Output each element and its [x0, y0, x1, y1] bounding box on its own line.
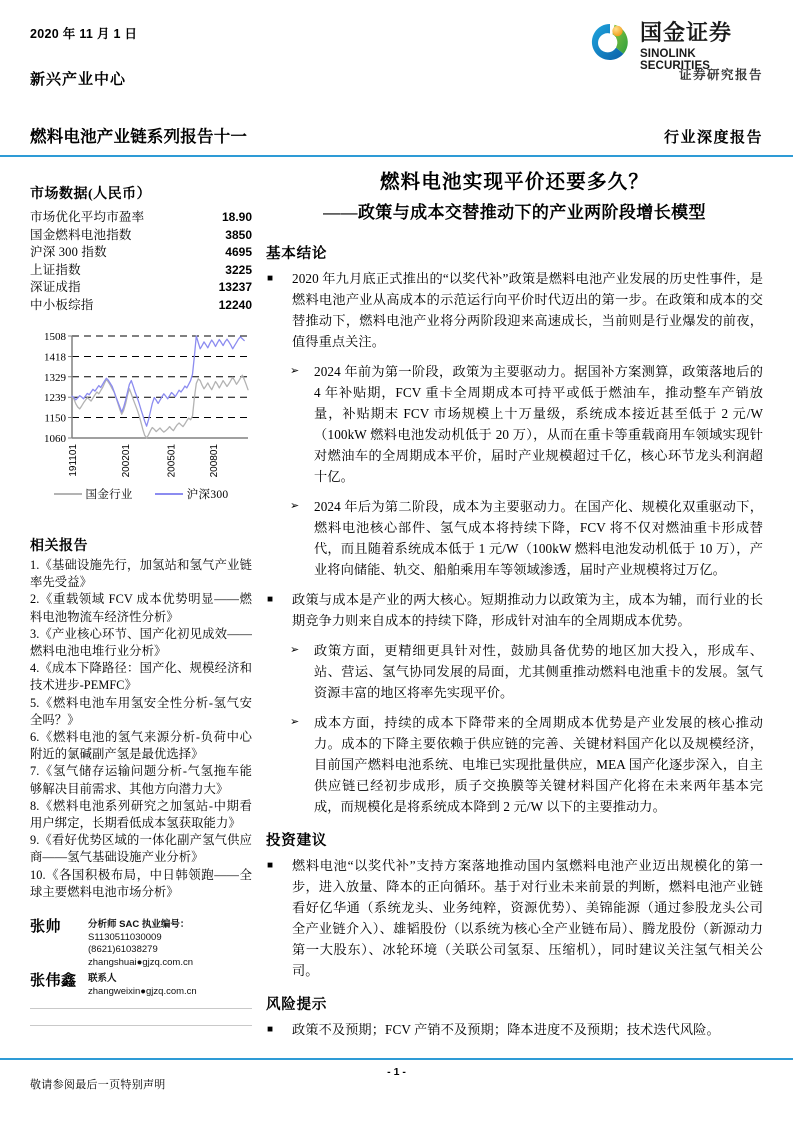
bullet-item — [266, 1019, 763, 1040]
section-heading: 风险提示 — [266, 997, 328, 1013]
section-investment-advice — [266, 829, 763, 981]
bullet-text: 政策方面，更精细更具针对性，鼓励具备优势的地区加大投入，形成车、站、营运、氢气协同发展的局面，尤其侧重推动燃料电池重卡的发展。氢气资源丰富的地区将率先实现平价。 — [314, 643, 763, 700]
bullet-text: 成本方面，持续的成本下降带来的全周期成本优势是产业发展的核心推动力。成本的下降主要依赖于供应链的完善、关键材料国产化以及规模经济，目前国产燃料电池系统、电堆已实现批量供应，MEA 国产化逐步深入，自主供应链已经初步成形，质子交换膜等关键材料国产化将在未来两年基本完成，而规模化是将系统成本降到 2 元/W 以下的主要推动力。 — [314, 715, 763, 814]
table-row — [30, 244, 252, 262]
market-data-heading: 市场数据(人民币） — [30, 187, 152, 202]
page-title: 燃料电池实现平价还要多久？ — [379, 172, 650, 193]
related-reports-heading: 相关报告 — [30, 539, 88, 554]
legend-item — [54, 486, 133, 502]
legend-swatch — [155, 493, 183, 495]
sinolink-logo-icon — [590, 22, 630, 62]
section-heading: 投资建议 — [266, 833, 328, 849]
list-item[interactable]: 2.《重载领域 FCV 成本优势明显——燃料电池物流车经济性分析》 — [30, 592, 252, 624]
list-item[interactable]: 9.《看好优势区域的一体化副产氢气供应商——氢气基础设施产业分析》 — [30, 833, 252, 865]
bullet-text: 政策与成本是产业的两大核心。短期推动力以政策为主，成本为辅，而行业的长期竞争力则来自成本的持续下降，形成针对油车的全周期成本优势。 — [292, 592, 763, 628]
list-item[interactable]: 8.《燃料电池系列研究之加氢站-中期看用户绑定，长期看低成本氢获取能力》 — [30, 798, 252, 831]
svg-text:1508: 1508 — [44, 331, 66, 343]
bullet-marker: ➢ — [290, 716, 300, 728]
table-row — [30, 279, 252, 297]
bullet-text: 2024 年后为第二阶段，成本为主要驱动力。在国产化、规模化双重驱动下，燃料电池核心部件、氢气成本将持续下降，FCV 将不仅对燃油重卡形成替代，而且随着系统成本低于 1 元/W（100kW 燃料电池发动机低于 10 万），产业将向储能、轨交、船舶乘用车等领域渗透，届时产业规模将过万亿。 — [314, 499, 763, 577]
index-performance-chart — [30, 328, 252, 513]
analyst-role-line — [88, 919, 252, 944]
bullet-item — [266, 589, 763, 631]
footer-disclaimer: 敬请参阅最后一页特别声明 — [30, 1079, 166, 1091]
section-basic-conclusion — [266, 242, 763, 817]
list-item[interactable]: 1.《基础设施先行，加氢站和氢气产业链率先受益》 — [30, 558, 252, 590]
bullet-item — [266, 496, 763, 580]
page-subtitle: ——政策与成本交替推动下的产业两阶段增长模型 — [323, 203, 706, 222]
related-reports — [30, 535, 252, 901]
analyst-entry — [30, 973, 252, 998]
market-data-value: 18.90 — [221, 210, 252, 224]
divider — [30, 1025, 252, 1026]
logo-tagline: 证券研究报告 — [678, 68, 763, 82]
main-content — [266, 168, 763, 1049]
bullet-item — [266, 855, 763, 981]
svg-text:191101: 191101 — [68, 444, 79, 477]
legend-label: 国金行业 — [85, 489, 133, 501]
logo-chinese-name: 国金证券 — [640, 20, 733, 45]
bullet-marker: ➢ — [290, 500, 300, 512]
market-data-value: 4695 — [225, 245, 252, 259]
svg-text:1060: 1060 — [44, 433, 66, 445]
bullet-item — [266, 712, 763, 817]
market-data-label: 沪深 300 指数 — [30, 245, 107, 259]
section-risk-warning — [266, 993, 763, 1040]
report-date: 2020 年 11 月 1 日 — [30, 27, 138, 41]
legend-swatch — [54, 493, 82, 495]
analyst-entry — [30, 919, 252, 969]
list-item[interactable]: 7.《氢气储存运输问题分析-气氢拖车能够解决目前需求、其他方向潜力大》 — [30, 764, 252, 796]
analyst-role: 分析师 SAC 执业编号： — [88, 919, 190, 931]
svg-text:1418: 1418 — [44, 351, 66, 364]
table-row — [30, 227, 252, 245]
svg-text:200801: 200801 — [208, 444, 220, 478]
svg-text:200201: 200201 — [120, 444, 132, 478]
market-data-label: 中小板综指 — [30, 297, 94, 312]
market-data-table — [30, 209, 252, 314]
bullet-text: 2020 年九月底正式推出的“以奖代补”政策是燃料电池产业发展的历史性事件，是燃料电池产业从高成本的示范运行向平价时代迈出的第一步。在政策和成本的交替推动下，燃料电池产业将分两阶段迎来高速成长，当前则是行业爆发的前夜，值得重点关注。 — [292, 271, 763, 349]
analyst-sac: S1130511030009 — [88, 931, 162, 943]
divider — [30, 1008, 252, 1009]
page-number: - 1 - — [387, 1066, 406, 1078]
market-data-label: 上证指数 — [30, 262, 81, 277]
bullet-text: 政策不及预期；FCV 产销不及预期；降本进度不及预期；技术迭代风险。 — [292, 1022, 720, 1037]
bullet-item — [266, 268, 763, 352]
list-item[interactable]: 6.《燃料电池的氢气来源分析-负荷中心附近的氯碱副产氢是最优选择》 — [30, 730, 252, 762]
analyst-details — [88, 919, 252, 969]
department-label: 新兴产业中心 — [30, 72, 127, 88]
market-data-value: 12240 — [218, 297, 252, 312]
svg-text:1239: 1239 — [44, 392, 66, 405]
bullet-marker: ➢ — [290, 365, 300, 377]
table-row — [30, 297, 252, 315]
logo-english-name: SINOLINK SECURITIES — [640, 48, 711, 72]
bullet-marker: ■ — [267, 273, 274, 284]
market-data-value: 3850 — [225, 227, 252, 242]
analyst-name: 张帅 — [30, 919, 62, 936]
analyst-email[interactable]: zhangweixin●gjzq.com.cn — [88, 985, 197, 997]
bullet-item — [266, 361, 763, 487]
bullet-text: 2024 年前为第一阶段，政策为主要驱动力。据国补方案测算，政策落地后的 4 年补贴期，FCV 重卡全周期成本可持平或低于燃油车，推动整车产销放量，补贴期末 FCV 市场规模上十万量级，系统成本接近甚至低于 2 元/W（100kW 燃料电池发动机低于 20 万），从而在重卡等重载商用车领域实现针对燃油车的全周期成本平价，届时产业规模超过千亿，核心环节龙头利润超十亿。 — [314, 364, 763, 484]
company-logo — [590, 20, 765, 82]
market-data-label: 国金燃料电池指数 — [30, 227, 132, 242]
bullet-marker: ■ — [267, 860, 274, 871]
list-item[interactable]: 10.《各国积极布局，中日韩领跑——全球主要燃料电池市场分析》 — [30, 867, 252, 899]
svg-text:1329: 1329 — [44, 371, 66, 384]
list-item[interactable]: 5.《燃料电池车用氢安全性分析-氢气安全吗？》 — [30, 695, 252, 727]
analyst-role: 联系人 — [88, 973, 117, 985]
market-data-label: 深证成指 — [30, 280, 81, 294]
analyst-email[interactable]: zhangshuai●gjzq.com.cn — [88, 956, 194, 968]
series-title: 燃料电池产业链系列报告十一 — [30, 128, 248, 146]
sidebar — [30, 183, 252, 1026]
report-type-label: 行业深度报告 — [663, 130, 763, 146]
market-data-label: 市场优化平均市盈率 — [30, 210, 145, 224]
bullet-item — [266, 640, 763, 703]
analyst-name: 张伟鑫 — [30, 973, 77, 990]
section-heading: 基本结论 — [266, 246, 328, 262]
analyst-details — [88, 973, 252, 998]
legend-item — [155, 486, 229, 502]
bullet-marker: ■ — [267, 594, 274, 605]
footer-divider — [0, 1058, 793, 1060]
list-item[interactable]: 4.《成本下降路径：国产化、规模经济和技术进步-PEMFC》 — [30, 661, 252, 693]
chart-legend — [30, 486, 252, 502]
analyst-block — [30, 919, 252, 1026]
market-data-value: 13237 — [218, 280, 252, 294]
table-row — [30, 262, 252, 280]
svg-text:1150: 1150 — [44, 412, 66, 425]
bullet-marker: ➢ — [290, 644, 300, 656]
bullet-marker: ■ — [267, 1024, 274, 1035]
market-data-value: 3225 — [225, 262, 252, 277]
svg-text:200501: 200501 — [166, 444, 178, 478]
legend-label: 沪深300 — [186, 489, 229, 501]
header-divider — [0, 155, 793, 157]
analyst-phone: (8621)61038279 — [88, 944, 158, 956]
chart-canvas — [30, 328, 252, 488]
list-item[interactable]: 3.《产业核心环节、国产化初见成效——燃料电池电堆行业分析》 — [30, 626, 252, 659]
table-row — [30, 209, 252, 227]
bullet-text: 燃料电池“以奖代补”支持方案落地推动国内氢燃料电池产业迈出规模化的第一步，进入放量、降本的正向循环。基于对行业未来前景的判断，燃料电池产业链看好亿华通（系统龙头、业务纯粹，资源优势）、美锦能源（通过参股龙头公司全产业链介入）、雄韬股份（以系统为核心全产业链布局）、腾龙股份（新源动力第一大股东）、冰轮环境（关联公司氢泵、压缩机），同时建议关注氢气相关公司。 — [292, 858, 763, 978]
